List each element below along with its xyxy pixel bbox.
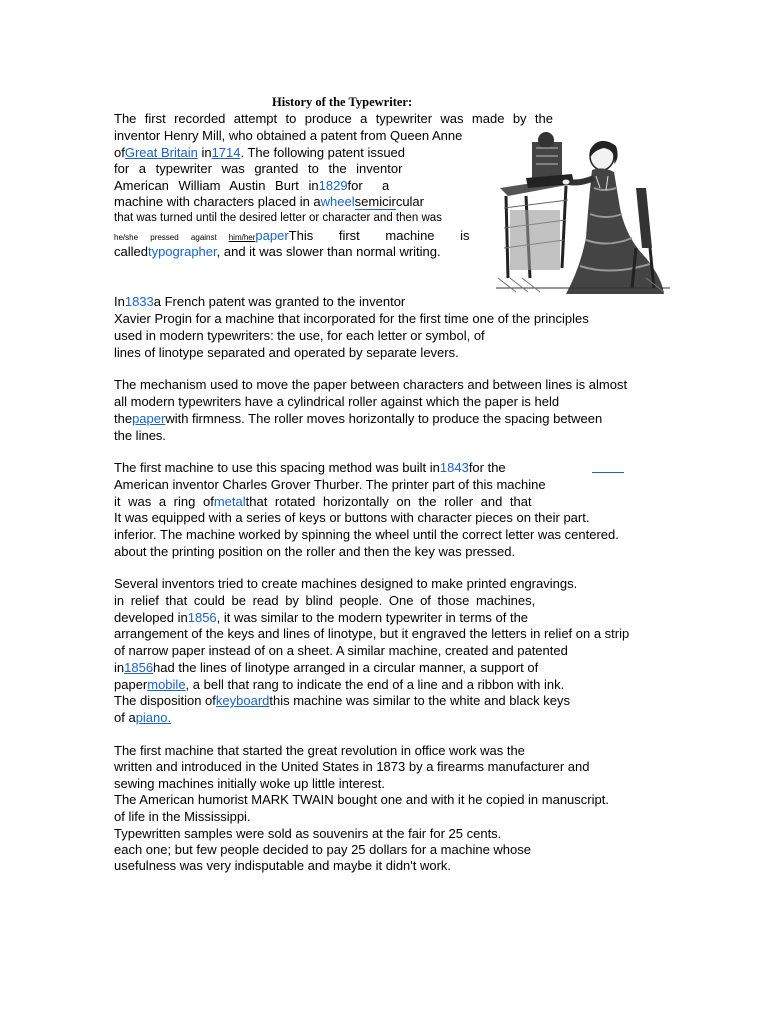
- p4-line-2: American inventor Charles Grover Thurber. The printer part of this machine: [114, 477, 546, 492]
- p6-line-8: usefulness was very indisputable and maybe it didn't work.: [114, 858, 452, 873]
- link-1856[interactable]: 1856: [187, 610, 217, 625]
- link-great-britain[interactable]: Great Britain: [124, 145, 198, 160]
- p6-line-4: The American humorist MARK TWAIN bought one and with it he copied in manuscript.: [114, 792, 609, 807]
- text: This first machine is: [288, 228, 470, 243]
- p4-line-1: [114, 460, 506, 476]
- text: .: [167, 710, 172, 725]
- p4-line-6: about the printing position on the roller and then the key was pressed.: [114, 544, 516, 559]
- p2-line-2: Xavier Progin for a machine that incorporated for the first time one of the principles: [114, 311, 589, 326]
- text: him/her: [228, 233, 256, 242]
- link-wheel[interactable]: wheel: [320, 194, 355, 209]
- p2-line-4: lines of linotype separated and operated by separate levers.: [114, 345, 459, 360]
- text: had the lines of linotype arranged in a circular manner, a support of: [153, 660, 539, 675]
- link-mobile[interactable]: mobile: [147, 677, 186, 692]
- p5-line-3: [114, 610, 528, 626]
- p1-line-5: [114, 178, 389, 194]
- p1-line-7: that was turned until the desired letter or character and then was: [114, 212, 442, 224]
- p1-line-4: for a typewriter was granted to the inventor: [114, 161, 403, 176]
- p1-line-1: The first recorded attempt to produce a typewriter was made by the: [114, 111, 553, 126]
- link-paper[interactable]: paper: [255, 228, 289, 243]
- text: he/she pressed against: [114, 233, 217, 242]
- p5-line-8: [114, 693, 570, 709]
- link-paper-2[interactable]: paper: [132, 411, 166, 426]
- p3-line-1: The mechanism used to move the paper between characters and between lines is almost: [114, 377, 628, 392]
- p1-line-6: [114, 194, 424, 210]
- text: called: [114, 244, 148, 259]
- text: in: [114, 660, 125, 675]
- link-piano[interactable]: piano: [135, 710, 168, 725]
- p2-line-3: used in modern typewriters: the use, for each letter or symbol, of: [114, 328, 485, 343]
- p5-line-1: Several inventors tried to create machines designed to make printed engravings.: [114, 576, 578, 591]
- link-keyboard[interactable]: keyboard: [215, 693, 270, 708]
- link-1829[interactable]: 1829: [318, 178, 348, 193]
- link-1843[interactable]: 1843: [439, 460, 469, 475]
- text: with firmness. The roller moves horizontally to produce the spacing between: [165, 411, 603, 426]
- p3-line-4: the lines.: [114, 428, 167, 443]
- text: The first machine to use this spacing method was built in: [114, 460, 440, 475]
- p1-line-3: [114, 145, 405, 161]
- typewriter-woman-illustration: [496, 128, 670, 296]
- p6-line-6: Typewritten samples were sold as souvenirs at the fair for 25 cents.: [114, 826, 502, 841]
- text: paper: [114, 677, 148, 692]
- text: it was a ring of: [114, 494, 214, 509]
- text: The disposition of: [114, 693, 216, 708]
- p1-line-9: [114, 244, 441, 260]
- p6-line-3: sewing machines initially woke up little interest.: [114, 776, 385, 791]
- p6-line-2: written and introduced in the United States in 1873 by a firearms manufacturer and: [114, 759, 590, 774]
- text: , it was similar to the modern typewriter in terms of the: [216, 610, 529, 625]
- text: that rotated horizontally on the roller and that: [245, 494, 532, 509]
- p4-line-3: [114, 494, 532, 510]
- text: for the: [468, 460, 506, 475]
- p3-line-3: [114, 411, 602, 427]
- p6-line-5: of life in the Mississippi.: [114, 809, 251, 824]
- p4-line-4: It was equipped with a series of keys or buttons with character pieces on their part.: [114, 510, 590, 525]
- text: machine with characters placed in a: [114, 194, 321, 209]
- text: In: [114, 294, 125, 309]
- p6-line-7: each one; but few people decided to pay 25 dollars for a machine whose: [114, 842, 531, 857]
- text: cular: [395, 194, 424, 209]
- link-metal[interactable]: metal: [213, 494, 246, 509]
- text: for a: [347, 178, 390, 193]
- empty-link-underline[interactable]: [592, 472, 624, 473]
- link-typographer[interactable]: typographer: [147, 244, 217, 259]
- link-1833[interactable]: 1833: [124, 294, 154, 309]
- p5-line-6: [114, 660, 538, 676]
- p5-line-7: [114, 677, 564, 693]
- text: this machine was similar to the white and black keys: [269, 693, 570, 708]
- p5-line-2: in relief that could be read by blind people. One of those machines,: [114, 593, 536, 608]
- typewriter-illustration: [496, 128, 670, 296]
- p5-line-5: of narrow paper instead of on a sheet. A similar machine, created and patented: [114, 643, 568, 658]
- text: , a bell that rang to indicate the end of a line and a ribbon with ink.: [185, 677, 565, 692]
- text: . The following patent issued: [240, 145, 406, 160]
- text: of: [114, 145, 125, 160]
- text: developed in: [114, 610, 188, 625]
- text: a French patent was granted to the inventor: [153, 294, 406, 309]
- text: the: [114, 411, 133, 426]
- p1-line-2: inventor Henry Mill, who obtained a patent from Queen Anne: [114, 128, 463, 143]
- link-semicircular[interactable]: semicir: [354, 194, 396, 209]
- p6-line-1: The first machine that started the great revolution in office work was the: [114, 743, 525, 758]
- link-1714[interactable]: 1714: [211, 145, 241, 160]
- document-title: History of the Typewriter:: [272, 95, 413, 109]
- p5-line-9: [114, 710, 171, 726]
- p5-line-4: arrangement of the keys and lines of linotype, but it engraved the letters in relief on a strip: [114, 626, 630, 641]
- link-1856-2[interactable]: 1856: [124, 660, 154, 675]
- text: , and it was slower than normal writing.: [216, 244, 441, 259]
- p2-line-1: [114, 294, 405, 310]
- p3-line-2: all modern typewriters have a cylindrical roller against which the paper is held: [114, 394, 560, 409]
- text: American William Austin Burt in: [114, 178, 319, 193]
- p4-line-5: inferior. The machine worked by spinning the wheel until the correct letter was centered.: [114, 527, 619, 542]
- text: in: [197, 145, 212, 160]
- text: of a: [114, 710, 136, 725]
